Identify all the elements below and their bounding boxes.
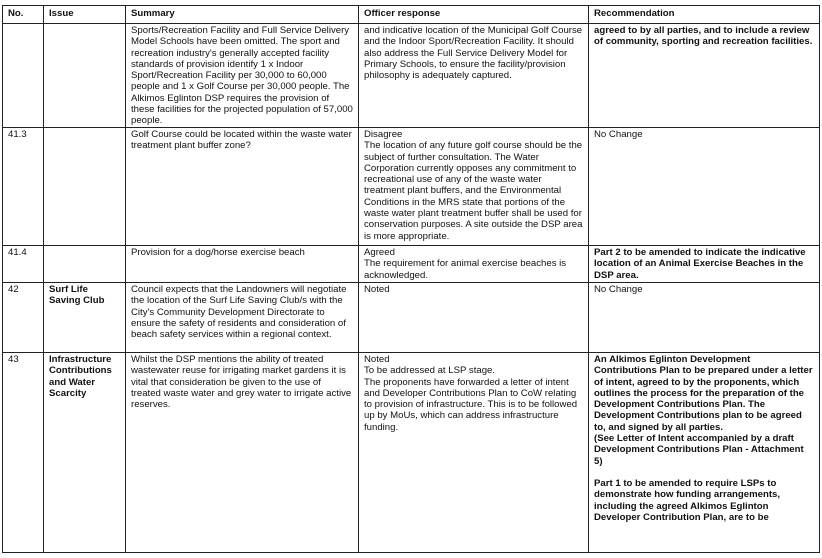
row-no: 41.4 — [3, 246, 44, 283]
row-summary: Whilst the DSP mentions the ability of treated wastewater reuse for irrigating market gardens it is vital that consideration be given to the use of treated waste water and grey water to irrigate active reserves. — [126, 353, 359, 553]
row-officer-response — [359, 283, 589, 353]
header-no: No. — [3, 6, 44, 24]
table-row — [3, 283, 820, 353]
officer-response-heading: Noted — [364, 284, 390, 295]
row-recommendation — [589, 353, 820, 553]
row-officer-response — [359, 128, 589, 246]
row-no: 43 — [3, 353, 44, 553]
header-issue: Issue — [44, 6, 126, 24]
row-summary: Sports/Recreation Facility and Full Service Delivery Model Schools have been omitted. The sport and recreation industry's generally accepted facility standards of provision identify 1 x Indoor Sport/Recreation Facility per 30,000 to 60,000 people and 1 x Golf Course per 30,000 people. The Alkimos Eglinton DSP requires the provision of these facilities for the projected population of 57,000 people. — [126, 24, 359, 128]
paragraph-gap — [594, 467, 814, 478]
officer-response-heading: Agreed — [364, 247, 395, 258]
row-recommendation: Part 2 to be amended to indicate the indicative location of an Animal Exercise Beaches in the DSP area. — [589, 246, 820, 283]
officer-response-text: The requirement for animal exercise beaches is acknowledged. — [364, 258, 567, 281]
table-row — [3, 353, 820, 553]
header-summary: Summary — [126, 6, 359, 24]
row-summary: Provision for a dog/horse exercise beach — [126, 246, 359, 283]
row-recommendation: agreed to by all parties, and to include a review of community, sporting and recreation facilities. — [589, 24, 820, 128]
row-recommendation: No Change — [589, 283, 820, 353]
row-issue — [44, 246, 126, 283]
header-officer-response: Officer response — [359, 6, 589, 24]
row-summary: Council expects that the Landowners will negotiate the location of the Surf Life Saving Club/s with the City's Community Development Directorate to ensure the safety of residents and consideration of beach safety services within a regional context. — [126, 283, 359, 353]
table-row — [3, 128, 820, 246]
row-no: 42 — [3, 283, 44, 353]
row-recommendation: No Change — [589, 128, 820, 246]
officer-response-heading: Noted — [364, 354, 390, 365]
header-recommendation: Recommendation — [589, 6, 820, 24]
row-issue — [44, 128, 126, 246]
table-row — [3, 24, 820, 128]
recommendation-text-2: Part 1 to be amended to require LSPs to demonstrate how funding arrangements, including the agreed Alkimos Eglinton Developer Contribution Plan, are to be — [594, 477, 781, 523]
row-officer-response — [359, 246, 589, 283]
recommendation-note: (See Letter of Intent accompanied by a draft Development Contributions Plan - Attachment 5) — [594, 433, 804, 467]
table-header-row — [3, 6, 820, 24]
table-row — [3, 246, 820, 283]
row-no — [3, 24, 44, 128]
officer-response-text: The proponents have forwarded a letter of intent and Developer Contributions Plan to CoW relating to provision of infrastructure. This is to be followed up by MoUs, which can address infrastructure funding. — [364, 376, 578, 433]
row-issue: Surf Life Saving Club — [44, 283, 126, 353]
row-no: 41.3 — [3, 128, 44, 246]
row-summary: Golf Course could be located within the waste water treatment plant buffer zone? — [126, 128, 359, 246]
officer-response-line: To be addressed at LSP stage. — [364, 365, 496, 377]
row-officer-response — [359, 353, 589, 553]
officer-response-text: The location of any future golf course should be the subject of further consultation. The Water Corporation currently opposes any commitment to recreational use of any of the waste water treatment plant buffers, and the Environmental Conditions in the MRS state that portions of the waste water plant treatment buffer shall be used for conservation purposes. A site outside the DSP area is more appropriate. — [364, 140, 583, 242]
row-issue: Infrastructure Contributions and Water Scarcity — [44, 353, 126, 553]
recommendation-text: An Alkimos Eglinton Development Contributions Plan to be prepared under a letter of intent, agreed to by the proponents, which outlines the process for the preparation of the Development Contributions Plan. The Development Contributions plan to be agreed to, and signed by all parties. — [594, 354, 813, 433]
row-officer-response: and indicative location of the Municipal Golf Course and the Indoor Sport/Recreation Facility. It should also address the Full Service Delivery Model for Primary Schools, to ensure the facility/provision philosophy is adequately captured. — [359, 24, 589, 128]
officer-response-heading: Disagree — [364, 129, 403, 140]
row-issue — [44, 24, 126, 128]
submissions-table — [2, 5, 820, 553]
